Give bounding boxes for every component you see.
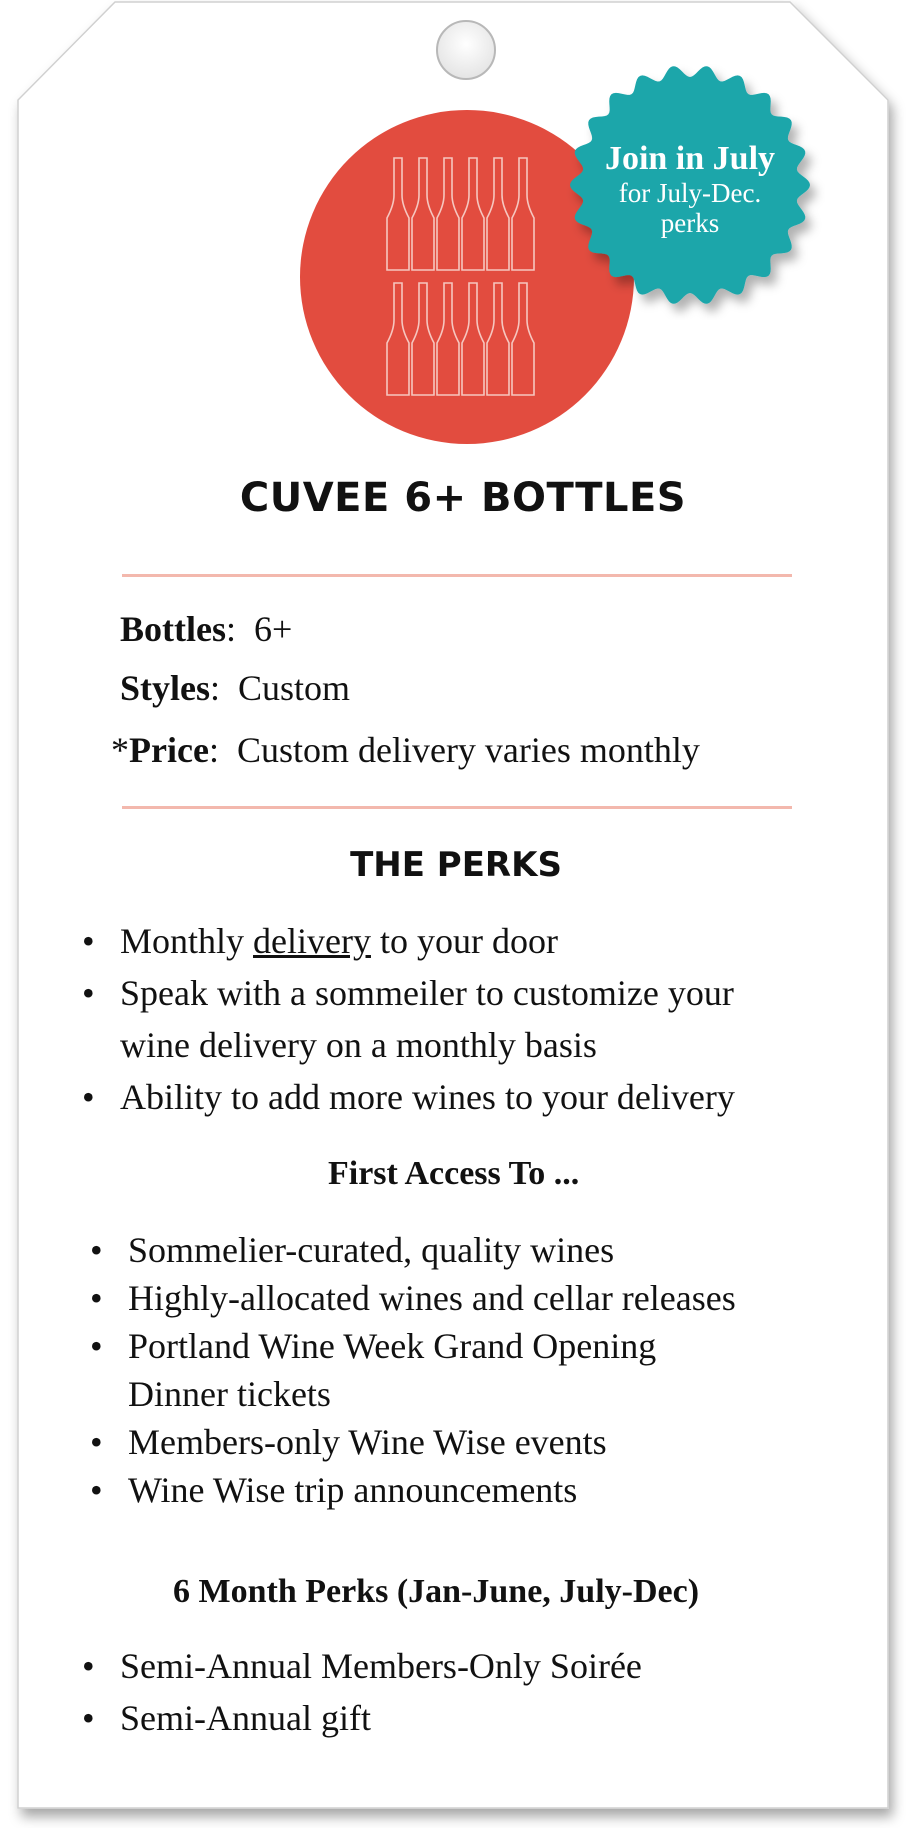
- list-item: • Semi-Annual Members-Only Soirée: [120, 1640, 642, 1692]
- first-access-title: First Access To ...: [328, 1155, 580, 1192]
- spec-styles: [120, 667, 350, 709]
- delivery-link[interactable]: delivery: [253, 921, 371, 961]
- badge-subtitle-line1: for July-Dec.: [618, 178, 762, 208]
- join-badge[interactable]: [575, 140, 805, 238]
- six-month-title: 6 Month Perks (Jan-June, July-Dec): [173, 1573, 700, 1610]
- spec-styles-value: Custom: [238, 668, 351, 708]
- perk-text-before: Monthly: [120, 921, 254, 961]
- first-access-list: [128, 1226, 736, 1514]
- list-item: • Highly-allocated wines and cellar releases: [128, 1274, 736, 1322]
- perks-title: THE PERKS: [350, 845, 562, 885]
- spec-price: [111, 729, 700, 771]
- divider-bottom: [122, 806, 792, 809]
- spec-styles-label: Styles: [120, 668, 210, 708]
- list-item: • Members-only Wine Wise events: [128, 1418, 736, 1466]
- list-item: [128, 1322, 736, 1418]
- six-month-list: [120, 1640, 642, 1744]
- spec-bottles: [120, 608, 292, 650]
- spec-price-label: Price: [129, 730, 209, 770]
- list-item-text: Portland Wine Week Grand Opening: [128, 1326, 657, 1366]
- list-item: [120, 1071, 735, 1123]
- list-item: • Semi-Annual gift: [120, 1692, 642, 1744]
- list-item: [120, 967, 735, 1071]
- perk-text: Speak with a sommeiler to customize your: [120, 973, 734, 1013]
- spec-separator: :: [208, 730, 219, 770]
- perks-list: [120, 915, 735, 1123]
- badge-subtitle-line2: perks: [660, 208, 720, 238]
- spec-price-asterisk: *: [111, 730, 129, 770]
- spec-separator: :: [210, 668, 221, 708]
- list-item-text: Dinner tickets: [128, 1374, 331, 1414]
- spec-bottles-label: Bottles: [120, 609, 226, 649]
- spec-bottles-value: 6+: [254, 609, 293, 649]
- wine-bottles-icon: [385, 150, 545, 400]
- divider-top: [122, 574, 792, 577]
- product-title: CUVEE 6+ BOTTLES: [239, 475, 687, 521]
- spec-price-value: Custom delivery varies monthly: [236, 730, 700, 770]
- perk-text: wine delivery on a monthly basis: [120, 1025, 597, 1065]
- tag-hole: [437, 21, 495, 79]
- list-item: • Wine Wise trip announcements: [128, 1466, 736, 1514]
- badge-title: Join in July: [604, 140, 776, 177]
- perk-text-after: to your door: [370, 921, 558, 961]
- list-item: • Sommelier-curated, quality wines: [128, 1226, 736, 1274]
- perk-text: Ability to add more wines to your delivery: [120, 1077, 735, 1117]
- spec-separator: :: [225, 609, 236, 649]
- list-item: [120, 915, 735, 967]
